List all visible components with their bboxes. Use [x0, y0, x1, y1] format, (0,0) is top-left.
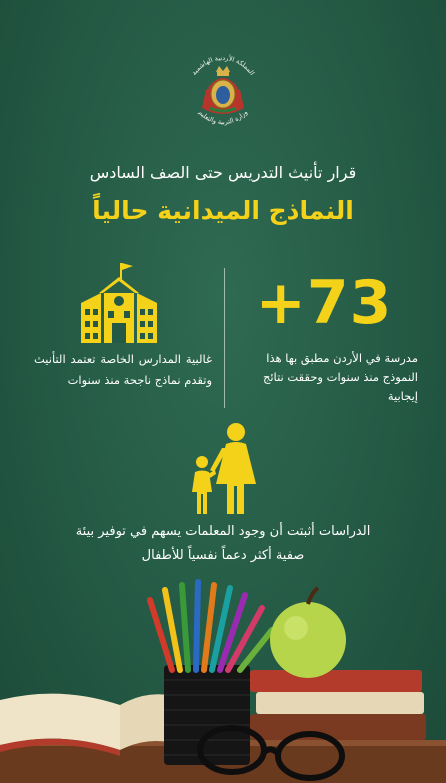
subtitle: قرار تأنيث التدريس حتى الصف السادس [89, 163, 357, 182]
column-divider [224, 268, 225, 408]
schools-count-text: مدرسة في الأردن مطبق بها هذا النموذج منذ سنوات وحققت نتائج إيجابية [262, 351, 418, 403]
study-text: الدراسات أثبتت أن وجود المعلمات يسهم في توفير بيئة صفية أكثر دعماً نفسياً للأطفال [75, 524, 371, 563]
classroom-desk-illustration [0, 570, 446, 783]
mother-and-child-icon [184, 422, 264, 516]
private-schools-text: غالبية المدارس الخاصة تعتمد التأنيث وتقدم نماذج ناجحة منذ سنوات [34, 352, 212, 387]
school-building-icon [77, 263, 161, 343]
page-title: النماذج الميدانية حالياً [92, 196, 354, 225]
schools-count: +73 [255, 268, 393, 338]
royal-crest-icon [180, 50, 266, 136]
emblem-arc-bottom: وزارة التربية والتعليم [196, 108, 250, 127]
emblem-arc-top: المملكة الأردنية الهاشمية [189, 53, 257, 77]
